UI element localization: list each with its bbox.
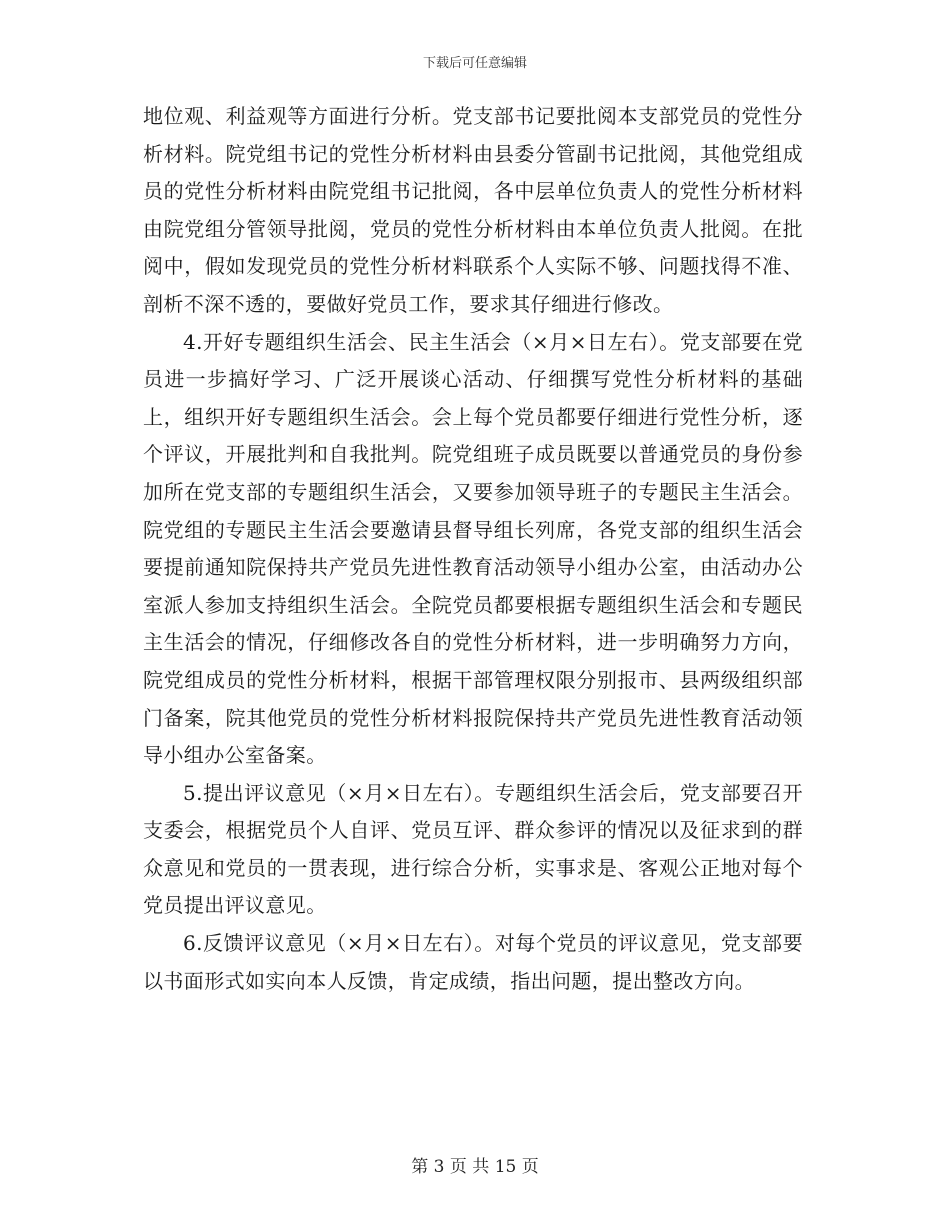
- paragraph-item-6: 6.反馈评议意见（×月×日左右）。对每个党员的评议意见，党支部要以书面形式如实向本人反馈，肯定成绩，指出问题，提出整改方向。: [143, 931, 803, 993]
- page-header: 下载后可任意编辑: [422, 56, 527, 71]
- document-body: [143, 98, 803, 1000]
- page-number-footer: 第 3 页 共 15 页: [411, 1157, 539, 1177]
- paragraph-continuation: 地位观、利益观等方面进行分析。党支部书记要批阅本支部党员的党性分析材料。院党组书记的党性分析材料由县委分管副书记批阅，其他党组成员的党性分析材料由院党组书记批阅，各中层单位负责人的党性分析材料由院党组分管领导批阅，党员的党性分析材料由本单位负责人批阅。在批阅中，假如发现党员的党性分析材料联系个人实际不够、问题找得不准、剖析不深不透的，要做好党员工作，要求其仔细进行修改。: [143, 104, 803, 316]
- paragraph-item-5: 5.提出评议意见（×月×日左右）。专题组织生活会后，党支部要召开支委会，根据党员个人自评、党员互评、群众参评的情况以及征求到的群众意见和党员的一贯表现，进行综合分析，实事求是、客观公正地对每个党员提出评议意见。: [143, 780, 803, 918]
- paragraph-item-4: 4.开好专题组织生活会、民主生活会（×月×日左右）。党支部要在党员进一步搞好学习、广泛开展谈心活动、仔细撰写党性分析材料的基础上，组织开好专题组织生活会。会上每个党员都要仔细进行党性分析，逐个评议，开展批判和自我批判。院党组班子成员既要以普通党员的身份参加所在党支部的专题组织生活会，又要参加领导班子的专题民主生活会。院党组的专题民主生活会要邀请县督导组长列席，各党支部的组织生活会要提前通知院保持共产党员先进性教育活动领导小组办公室，由活动办公室派人参加支持组织生活会。全院党员都要根据专题组织生活会和专题民主生活会的情况，仔细修改各自的党性分析材料，进一步明确努力方向，院党组成员的党性分析材料，根据干部管理权限分别报市、县两级组织部门备案，院其他党员的党性分析材料报院保持共产党员先进性教育活动领导小组办公室备案。: [143, 329, 803, 768]
